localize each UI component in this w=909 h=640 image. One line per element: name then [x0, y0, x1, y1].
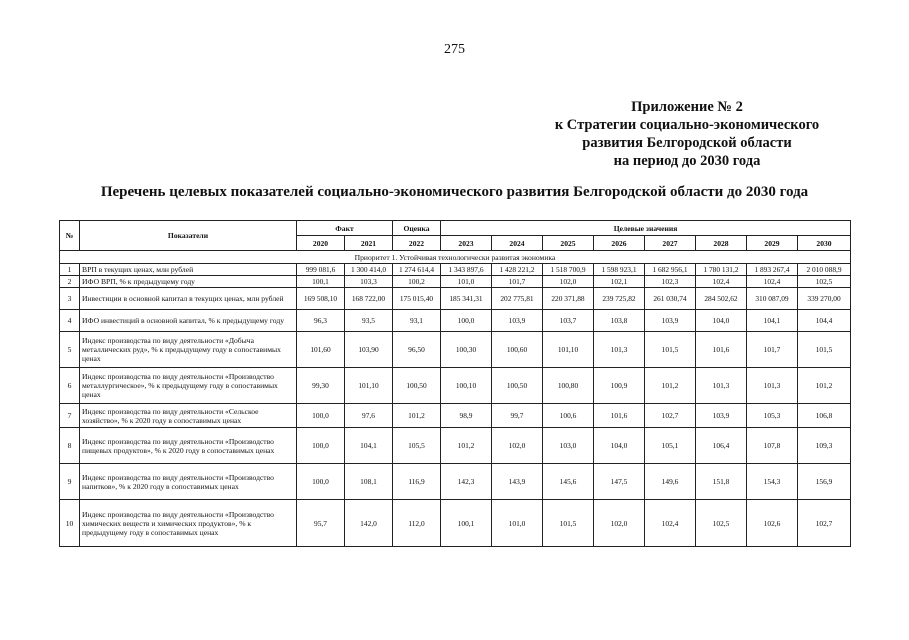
priority-label: Приоритет 1. Устойчивая технологически развитая экономика [60, 251, 851, 264]
value-cell: 145,6 [543, 464, 594, 500]
header-year: 2025 [543, 236, 594, 251]
value-cell: 102,0 [594, 500, 645, 547]
value-cell: 100,9 [594, 368, 645, 404]
row-number: 1 [60, 264, 80, 276]
header-estimate: Оценка [393, 221, 441, 236]
table-row [60, 264, 851, 276]
indicator-name: Индекс производства по виду деятельности «Производство металлургическое», % к предыдущему году в сопоставимых ценах [80, 368, 297, 404]
value-cell: 1 893 267,4 [747, 264, 798, 276]
value-cell: 103,9 [645, 310, 696, 332]
value-cell: 101,7 [747, 332, 798, 368]
appendix-line: на период до 2030 года [613, 153, 761, 169]
header-year: 2020 [297, 236, 345, 251]
value-cell: 102,4 [747, 276, 798, 288]
value-cell: 104,1 [345, 428, 393, 464]
value-cell: 175 015,40 [393, 288, 441, 310]
value-cell: 202 775,81 [492, 288, 543, 310]
value-cell: 101,6 [594, 404, 645, 428]
value-cell: 102,1 [594, 276, 645, 288]
value-cell: 147,5 [594, 464, 645, 500]
value-cell: 101,2 [393, 404, 441, 428]
value-cell: 142,3 [441, 464, 492, 500]
value-cell: 154,3 [747, 464, 798, 500]
indicator-name: ИФО ВРП, % к предыдущему году [80, 276, 297, 288]
value-cell: 100,0 [297, 404, 345, 428]
value-cell: 101,60 [297, 332, 345, 368]
value-cell: 142,0 [345, 500, 393, 547]
table-row [60, 276, 851, 288]
value-cell: 100,0 [441, 310, 492, 332]
indicator-name: ИФО инвестиций в основной капитал, % к предыдущему году [80, 310, 297, 332]
value-cell: 1 343 897,6 [441, 264, 492, 276]
indicators-table [59, 220, 851, 547]
value-cell: 143,9 [492, 464, 543, 500]
value-cell: 96,50 [393, 332, 441, 368]
value-cell: 310 087,09 [747, 288, 798, 310]
header-targets: Целевые значения [441, 221, 851, 236]
indicator-name: Индекс производства по виду деятельности «Производство пищевых продуктов», % к 2020 году в сопоставимых ценах [80, 428, 297, 464]
value-cell: 102,5 [696, 500, 747, 547]
value-cell: 105,3 [747, 404, 798, 428]
table-row [60, 310, 851, 332]
value-cell: 104,0 [594, 428, 645, 464]
value-cell: 106,4 [696, 428, 747, 464]
row-number: 5 [60, 332, 80, 368]
appendix-line: к Стратегии социально-экономического [554, 117, 820, 133]
value-cell: 104,4 [798, 310, 851, 332]
value-cell: 102,0 [543, 276, 594, 288]
indicator-name: ВРП в текущих ценах, млн рублей [80, 264, 297, 276]
value-cell: 93,1 [393, 310, 441, 332]
value-cell: 97,6 [345, 404, 393, 428]
row-number: 6 [60, 368, 80, 404]
value-cell: 1 780 131,2 [696, 264, 747, 276]
indicator-name: Индекс производства по виду деятельности «Добыча металлических руд», % к предыдущему году в сопоставимых ценах [80, 332, 297, 368]
header-year: 2021 [345, 236, 393, 251]
value-cell: 168 722,00 [345, 288, 393, 310]
value-cell: 105,1 [645, 428, 696, 464]
row-number: 7 [60, 404, 80, 428]
value-cell: 102,5 [798, 276, 851, 288]
page-number: 275 [444, 42, 465, 57]
header-year: 2028 [696, 236, 747, 251]
document-title: Перечень целевых показателей социально-экономического развития Белгородской области до 2030 года [100, 184, 809, 200]
value-cell: 103,3 [345, 276, 393, 288]
value-cell: 101,0 [492, 500, 543, 547]
value-cell: 149,6 [645, 464, 696, 500]
value-cell: 103,9 [696, 404, 747, 428]
value-cell: 99,7 [492, 404, 543, 428]
header-indicator: Показатели [80, 221, 297, 251]
value-cell: 103,90 [345, 332, 393, 368]
value-cell: 104,1 [747, 310, 798, 332]
value-cell: 101,3 [696, 368, 747, 404]
appendix-line: развития Белгородской области [582, 135, 792, 151]
indicator-name: Инвестиции в основной капитал в текущих ценах, млн рублей [80, 288, 297, 310]
value-cell: 100,50 [492, 368, 543, 404]
table-row [60, 428, 851, 464]
value-cell: 100,80 [543, 368, 594, 404]
value-cell: 100,60 [492, 332, 543, 368]
value-cell: 1 300 414,0 [345, 264, 393, 276]
value-cell: 101,5 [543, 500, 594, 547]
value-cell: 102,0 [492, 428, 543, 464]
value-cell: 98,9 [441, 404, 492, 428]
value-cell: 1 598 923,1 [594, 264, 645, 276]
value-cell: 101,2 [645, 368, 696, 404]
value-cell: 100,10 [441, 368, 492, 404]
header-year: 2022 [393, 236, 441, 251]
row-number: 9 [60, 464, 80, 500]
indicator-name: Индекс производства по виду деятельности «Сельское хозяйство», % к 2020 году в сопоставимых ценах [80, 404, 297, 428]
table-row [60, 404, 851, 428]
value-cell: 103,8 [594, 310, 645, 332]
value-cell: 284 502,62 [696, 288, 747, 310]
table-row [60, 332, 851, 368]
value-cell: 104,0 [696, 310, 747, 332]
value-cell: 100,50 [393, 368, 441, 404]
row-number: 8 [60, 428, 80, 464]
table-row [60, 464, 851, 500]
value-cell: 1 428 221,2 [492, 264, 543, 276]
value-cell: 169 508,10 [297, 288, 345, 310]
value-cell: 100,30 [441, 332, 492, 368]
row-number: 10 [60, 500, 80, 547]
value-cell: 101,3 [594, 332, 645, 368]
row-number: 3 [60, 288, 80, 310]
header-year: 2024 [492, 236, 543, 251]
header-year: 2029 [747, 236, 798, 251]
value-cell: 220 371,88 [543, 288, 594, 310]
header-num: № [60, 221, 80, 251]
value-cell: 101,7 [492, 276, 543, 288]
value-cell: 101,0 [441, 276, 492, 288]
table-row [60, 288, 851, 310]
table-row [60, 500, 851, 547]
header-year: 2026 [594, 236, 645, 251]
value-cell: 101,3 [747, 368, 798, 404]
value-cell: 2 010 088,9 [798, 264, 851, 276]
value-cell: 1 518 700,9 [543, 264, 594, 276]
value-cell: 103,9 [492, 310, 543, 332]
header-year: 2027 [645, 236, 696, 251]
header-fact: Факт [297, 221, 393, 236]
value-cell: 107,8 [747, 428, 798, 464]
value-cell: 102,7 [645, 404, 696, 428]
table-body [60, 251, 851, 547]
header-year: 2030 [798, 236, 851, 251]
value-cell: 96,3 [297, 310, 345, 332]
value-cell: 93,5 [345, 310, 393, 332]
value-cell: 105,5 [393, 428, 441, 464]
value-cell: 101,10 [543, 332, 594, 368]
value-cell: 103,7 [543, 310, 594, 332]
value-cell: 102,3 [645, 276, 696, 288]
value-cell: 239 725,82 [594, 288, 645, 310]
row-number: 2 [60, 276, 80, 288]
header-year: 2023 [441, 236, 492, 251]
value-cell: 109,3 [798, 428, 851, 464]
value-cell: 156,9 [798, 464, 851, 500]
indicator-name: Индекс производства по виду деятельности «Производство напитков», % к 2020 году в сопоставимых ценах [80, 464, 297, 500]
value-cell: 101,10 [345, 368, 393, 404]
row-number: 4 [60, 310, 80, 332]
value-cell: 99,30 [297, 368, 345, 404]
value-cell: 112,0 [393, 500, 441, 547]
value-cell: 106,8 [798, 404, 851, 428]
value-cell: 116,9 [393, 464, 441, 500]
value-cell: 185 341,31 [441, 288, 492, 310]
value-cell: 95,7 [297, 500, 345, 547]
value-cell: 103,0 [543, 428, 594, 464]
value-cell: 1 274 614,4 [393, 264, 441, 276]
value-cell: 100,2 [393, 276, 441, 288]
value-cell: 101,5 [798, 332, 851, 368]
value-cell: 101,6 [696, 332, 747, 368]
value-cell: 101,5 [645, 332, 696, 368]
indicator-name: Индекс производства по виду деятельности «Производство химических веществ и химических продуктов», % к предыдущему году в сопоставимых ценах [80, 500, 297, 547]
value-cell: 1 682 956,1 [645, 264, 696, 276]
value-cell: 108,1 [345, 464, 393, 500]
value-cell: 151,8 [696, 464, 747, 500]
value-cell: 100,6 [543, 404, 594, 428]
priority-row [60, 251, 851, 264]
table-row [60, 368, 851, 404]
value-cell: 102,6 [747, 500, 798, 547]
value-cell: 100,1 [297, 276, 345, 288]
value-cell: 102,4 [696, 276, 747, 288]
appendix-line: Приложение № 2 [631, 99, 743, 115]
value-cell: 102,4 [645, 500, 696, 547]
value-cell: 999 081,6 [297, 264, 345, 276]
value-cell: 101,2 [441, 428, 492, 464]
appendix-block [527, 98, 847, 170]
value-cell: 100,1 [441, 500, 492, 547]
value-cell: 339 270,00 [798, 288, 851, 310]
value-cell: 100,0 [297, 464, 345, 500]
value-cell: 102,7 [798, 500, 851, 547]
value-cell: 261 030,74 [645, 288, 696, 310]
value-cell: 101,2 [798, 368, 851, 404]
value-cell: 100,0 [297, 428, 345, 464]
